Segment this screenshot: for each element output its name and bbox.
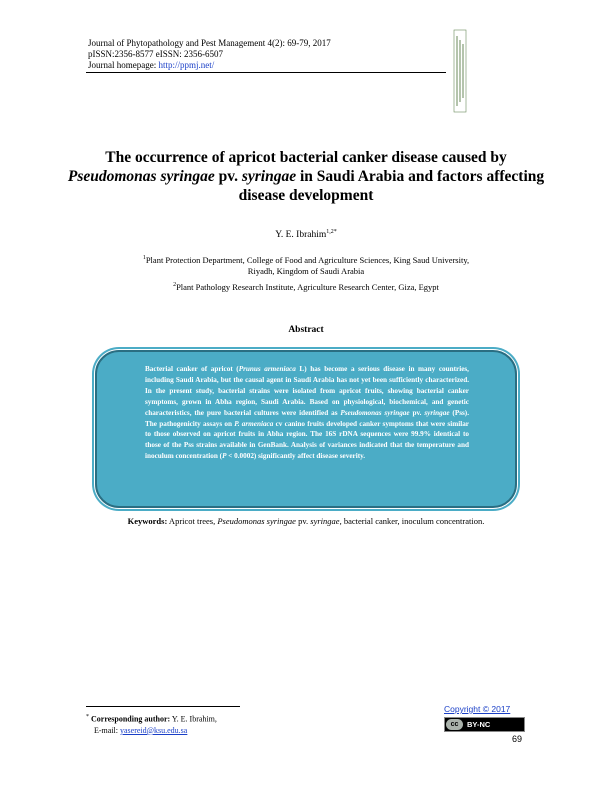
copyright-link[interactable]: Copyright © 2017 xyxy=(444,704,511,714)
email-label: E-mail: xyxy=(94,725,120,735)
title-text-2: pv. xyxy=(214,168,242,185)
abstract-italic: P xyxy=(222,452,227,461)
footnote-sup: * xyxy=(86,714,89,720)
abstract-italic: P. armeniaca xyxy=(234,419,274,428)
cc-license-badge[interactable] xyxy=(444,717,525,732)
abstract-seg: Bacterial canker of apricot ( xyxy=(145,365,239,373)
affiliation-2 xyxy=(0,280,612,293)
abstract-italic: Pseudomonas syringae xyxy=(340,408,410,417)
author-line xyxy=(0,229,612,240)
title-text-1: The occurrence of apricot bacterial canker disease caused by xyxy=(105,149,507,166)
journal-citation: Journal of Phytopathology and Pest Management 4(2): 69-79, 2017 xyxy=(88,38,331,48)
author-name: Y. E. Ibrahim xyxy=(275,230,327,241)
journal-logo xyxy=(450,28,470,114)
affiliation-1-line2: Riyadh, Kingdom of Saudi Arabia xyxy=(247,265,365,276)
issn-line: pISSN:2356-8577 eISSN: 2356-6507 xyxy=(88,49,224,59)
keywords-text: , bacterial canker, inoculum concentration. xyxy=(339,516,485,526)
affiliation-2-sup: 2 xyxy=(173,282,177,288)
keywords xyxy=(0,516,612,526)
abstract-heading: Abstract xyxy=(288,325,324,335)
cc-icon: cc xyxy=(446,719,463,730)
journal-homepage xyxy=(88,60,214,71)
paper-title xyxy=(60,148,552,205)
abstract-italic: syringae xyxy=(424,408,450,417)
affiliation-1 xyxy=(0,253,612,277)
homepage-link[interactable]: http://ppmj.net/ xyxy=(158,60,215,70)
corresponding-author-footnote xyxy=(86,712,217,736)
page-number: 69 xyxy=(512,734,523,744)
abstract-text xyxy=(145,364,469,462)
keywords-text: Apricot trees, xyxy=(167,516,218,526)
keywords-label: Keywords: xyxy=(127,516,168,526)
title-species: Pseudomonas syringae xyxy=(67,168,215,185)
abstract-seg: cv canino fruits developed canker symptoms that were similar to those observed on apricot fruits in Abha region. The 16S rDNA sequences were 99.9% identical to those of the Pss strains available in GenBank. Analysis of variances indicated that the temperature and inoculum concentration ( xyxy=(145,419,469,461)
email-link[interactable]: yasereid@ksu.edu.sa xyxy=(120,725,188,735)
title-pathovar: syringae xyxy=(241,168,297,185)
title-text-3: in Saudi Arabia and factors affecting disease development xyxy=(238,168,545,204)
abstract-italic: Prunus armeniaca xyxy=(238,365,296,373)
affiliation-2-text: Plant Pathology Research Institute, Agriculture Research Center, Giza, Egypt xyxy=(176,281,439,292)
header-rule xyxy=(86,72,446,73)
author-superscript: 1,2* xyxy=(326,229,337,235)
abstract-seg: pv. xyxy=(409,408,425,417)
affiliation-1-sup: 1 xyxy=(142,255,146,261)
license-text: BY-NC xyxy=(467,720,491,729)
keywords-text: pv. xyxy=(295,516,311,526)
footnote-rule xyxy=(86,706,240,707)
abstract-seg: (Pss). The pathogenicity assays on xyxy=(145,408,469,428)
footnote-name: Y. E. Ibrahim, xyxy=(170,714,217,724)
affiliation-1-line1: Plant Protection Department, College of Food and Agriculture Sciences, King Saud University, xyxy=(145,254,470,265)
homepage-label: Journal homepage: xyxy=(88,60,159,70)
abstract-seg: < 0.0002) significantly affect disease severity. xyxy=(226,452,366,461)
footnote-label: Corresponding author: xyxy=(89,714,171,724)
keywords-italic: syringae xyxy=(310,516,340,526)
keywords-italic: Pseudomonas syringae xyxy=(217,516,296,526)
abstract-seg: L) has become a serious disease in many countries, including Saudi Arabia, but the causal agent in Saudi Arabia has not yet been sufficiently characterized. In the present study, bacterial strains were isolated from apricot fruits, showing bacterial canker symptoms, grown in Abha region, Saudi Arabia. Based on physiological, biochemical, and genetic characteristics, the pure bacterial cultures were identified as xyxy=(145,365,469,417)
